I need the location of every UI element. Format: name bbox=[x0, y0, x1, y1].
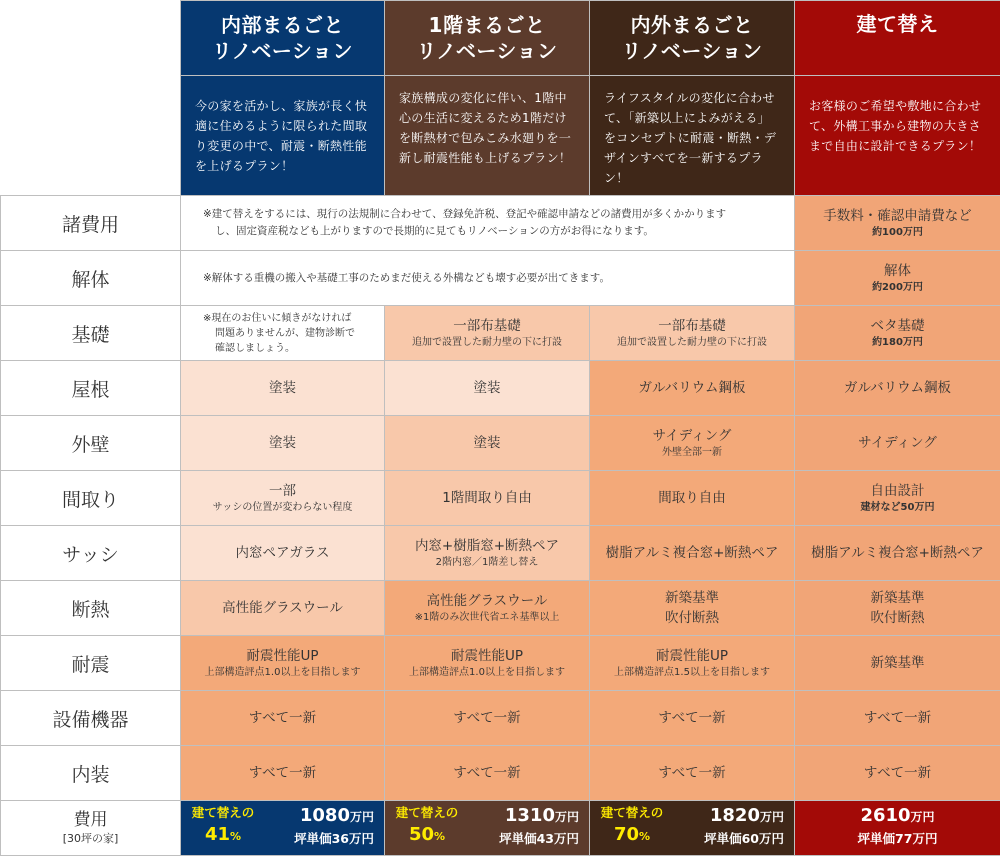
floor-plan-cell: 間取り自由 bbox=[590, 471, 795, 526]
interior-cell: すべて一新 bbox=[795, 746, 1000, 801]
exterior-wall-cell: サイディング 外壁全部一新 bbox=[590, 416, 795, 471]
sash-cell: 内窓ペアガラス bbox=[181, 526, 385, 581]
equipment-cell: すべて一新 bbox=[795, 691, 1000, 746]
interior-cell: すべて一新 bbox=[590, 746, 795, 801]
price: 1310万円 坪単価43万円 bbox=[499, 804, 579, 849]
plan-title: リノベーション bbox=[416, 39, 557, 63]
plan-header-full bbox=[590, 1, 795, 76]
seismic-cell: 耐震性能UP 上部構造評点1.0以上を目指します bbox=[181, 636, 385, 691]
insulation-cell: 高性能グラスウール bbox=[181, 581, 385, 636]
rebuild-misc-costs: 手数料・確認申請費など 約100万円 bbox=[795, 196, 1000, 251]
seismic-cell: 新築基準 bbox=[795, 636, 1000, 691]
sash-cell: 樹脂アルミ複合窓+断熱ペア bbox=[795, 526, 1000, 581]
plan-description: お客様のご希望や敷地に合わせて、外構工事から建物の大きさまで自由に設計できるプラン！ bbox=[795, 76, 1000, 196]
cost-cell-first-floor bbox=[385, 801, 590, 856]
interior-cell: すべて一新 bbox=[385, 746, 590, 801]
row-label-equipment: 設備機器 bbox=[1, 691, 181, 746]
exterior-wall-cell: サイディング bbox=[795, 416, 1000, 471]
row-label-floor-plan: 間取り bbox=[1, 471, 181, 526]
exterior-wall-cell: 塗装 bbox=[385, 416, 590, 471]
roof-cell: ガルバリウム鋼板 bbox=[590, 361, 795, 416]
plan-header-first-floor bbox=[385, 1, 590, 76]
row-label-roof: 屋根 bbox=[1, 361, 181, 416]
row-label-misc-costs: 諸費用 bbox=[1, 196, 181, 251]
sash-cell: 内窓+樹脂窓+断熱ペア 2階内窓／1階差し替え bbox=[385, 526, 590, 581]
plan-title: リノベーション bbox=[621, 39, 762, 63]
row-label-foundation: 基礎 bbox=[1, 306, 181, 361]
row-label-seismic: 耐震 bbox=[1, 636, 181, 691]
plan-title: 建て替え bbox=[857, 12, 939, 36]
foundation-cell: ベタ基礎 約180万円 bbox=[795, 306, 1000, 361]
roof-cell: 塗装 bbox=[385, 361, 590, 416]
misc-costs-note: ※建て替えをするには、現行の法規制に合わせて、登録免許税、登記や確認申請などの諸費用が多くかかります し、固定資産税なども上がりますので長期的に見てもリノベーションの方がお得になります。 bbox=[181, 196, 795, 251]
equipment-cell: すべて一新 bbox=[385, 691, 590, 746]
row-label-cost: 費用 [30坪の家] bbox=[1, 801, 181, 856]
plan-title: 1階まるごと bbox=[429, 13, 546, 37]
equipment-cell: すべて一新 bbox=[181, 691, 385, 746]
row-label-interior: 内装 bbox=[1, 746, 181, 801]
price: 1080万円 坪単価36万円 bbox=[294, 804, 374, 849]
insulation-cell: 高性能グラスウール ※1階のみ次世代省エネ基準以上 bbox=[385, 581, 590, 636]
plan-header-rebuild bbox=[795, 1, 1000, 76]
plan-header-interior bbox=[181, 1, 385, 76]
row-label-sash: サッシ bbox=[1, 526, 181, 581]
plan-title: 内外まるごと bbox=[631, 13, 754, 37]
cost-cell-rebuild bbox=[795, 801, 1000, 856]
row-label-exterior-wall: 外壁 bbox=[1, 416, 181, 471]
sash-cell: 樹脂アルミ複合窓+断熱ペア bbox=[590, 526, 795, 581]
floor-plan-cell: 1階間取り自由 bbox=[385, 471, 590, 526]
seismic-cell: 耐震性能UP 上部構造評点1.0以上を目指します bbox=[385, 636, 590, 691]
rebuild-demolition: 解体 約200万円 bbox=[795, 251, 1000, 306]
plan-description: ライフスタイルの変化に合わせて、「新築以上によみがえる」をコンセプトに耐震・断熱・デザインすべてを一新するプラン！ bbox=[590, 76, 795, 196]
price: 2610万円 坪単価77万円 bbox=[795, 804, 1000, 849]
plan-description: 家族構成の変化に伴い、1階中心の生活に変えるため1階だけを断熱材で包みこみ水廻りを一新し耐震性能も上げるプラン！ bbox=[385, 76, 590, 196]
table-corner bbox=[1, 1, 181, 196]
plan-title: リノベーション bbox=[212, 39, 353, 63]
insulation-cell: 新築基準 吹付断熱 bbox=[795, 581, 1000, 636]
interior-cell: すべて一新 bbox=[181, 746, 385, 801]
price: 1820万円 坪単価60万円 bbox=[704, 804, 784, 849]
foundation-cell: 一部布基礎 追加で設置した耐力壁の下に打設 bbox=[590, 306, 795, 361]
rebuild-ratio-badge: 建て替えの 41% bbox=[191, 804, 255, 850]
row-label-demolition: 解体 bbox=[1, 251, 181, 306]
plan-description: 今の家を活かし、家族が長く快適に住めるように限られた間取り変更の中で、耐震・断熱性能を上げるプラン！ bbox=[181, 76, 385, 196]
rebuild-ratio-badge: 建て替えの 50% bbox=[395, 804, 459, 850]
plan-title: 内部まるごと bbox=[221, 13, 344, 37]
foundation-cell: 一部布基礎 追加で設置した耐力壁の下に打設 bbox=[385, 306, 590, 361]
floor-plan-cell: 一部 サッシの位置が変わらない程度 bbox=[181, 471, 385, 526]
cost-cell-interior bbox=[181, 801, 385, 856]
roof-cell: ガルバリウム鋼板 bbox=[795, 361, 1000, 416]
demolition-note: ※解体する重機の搬入や基礎工事のためまだ使える外構なども壊す必要が出てきます。 bbox=[181, 251, 795, 306]
insulation-cell: 新築基準 吹付断熱 bbox=[590, 581, 795, 636]
rebuild-ratio-badge: 建て替えの 70% bbox=[600, 804, 664, 850]
cost-cell-full bbox=[590, 801, 795, 856]
floor-plan-cell: 自由設計 建材など50万円 bbox=[795, 471, 1000, 526]
seismic-cell: 耐震性能UP 上部構造評点1.5以上を目指します bbox=[590, 636, 795, 691]
row-label-insulation: 断熱 bbox=[1, 581, 181, 636]
equipment-cell: すべて一新 bbox=[590, 691, 795, 746]
roof-cell: 塗装 bbox=[181, 361, 385, 416]
exterior-wall-cell: 塗装 bbox=[181, 416, 385, 471]
foundation-note: ※現在のお住いに傾きがなければ 問題ありませんが、建物診断で 確認しましょう。 bbox=[181, 306, 385, 361]
